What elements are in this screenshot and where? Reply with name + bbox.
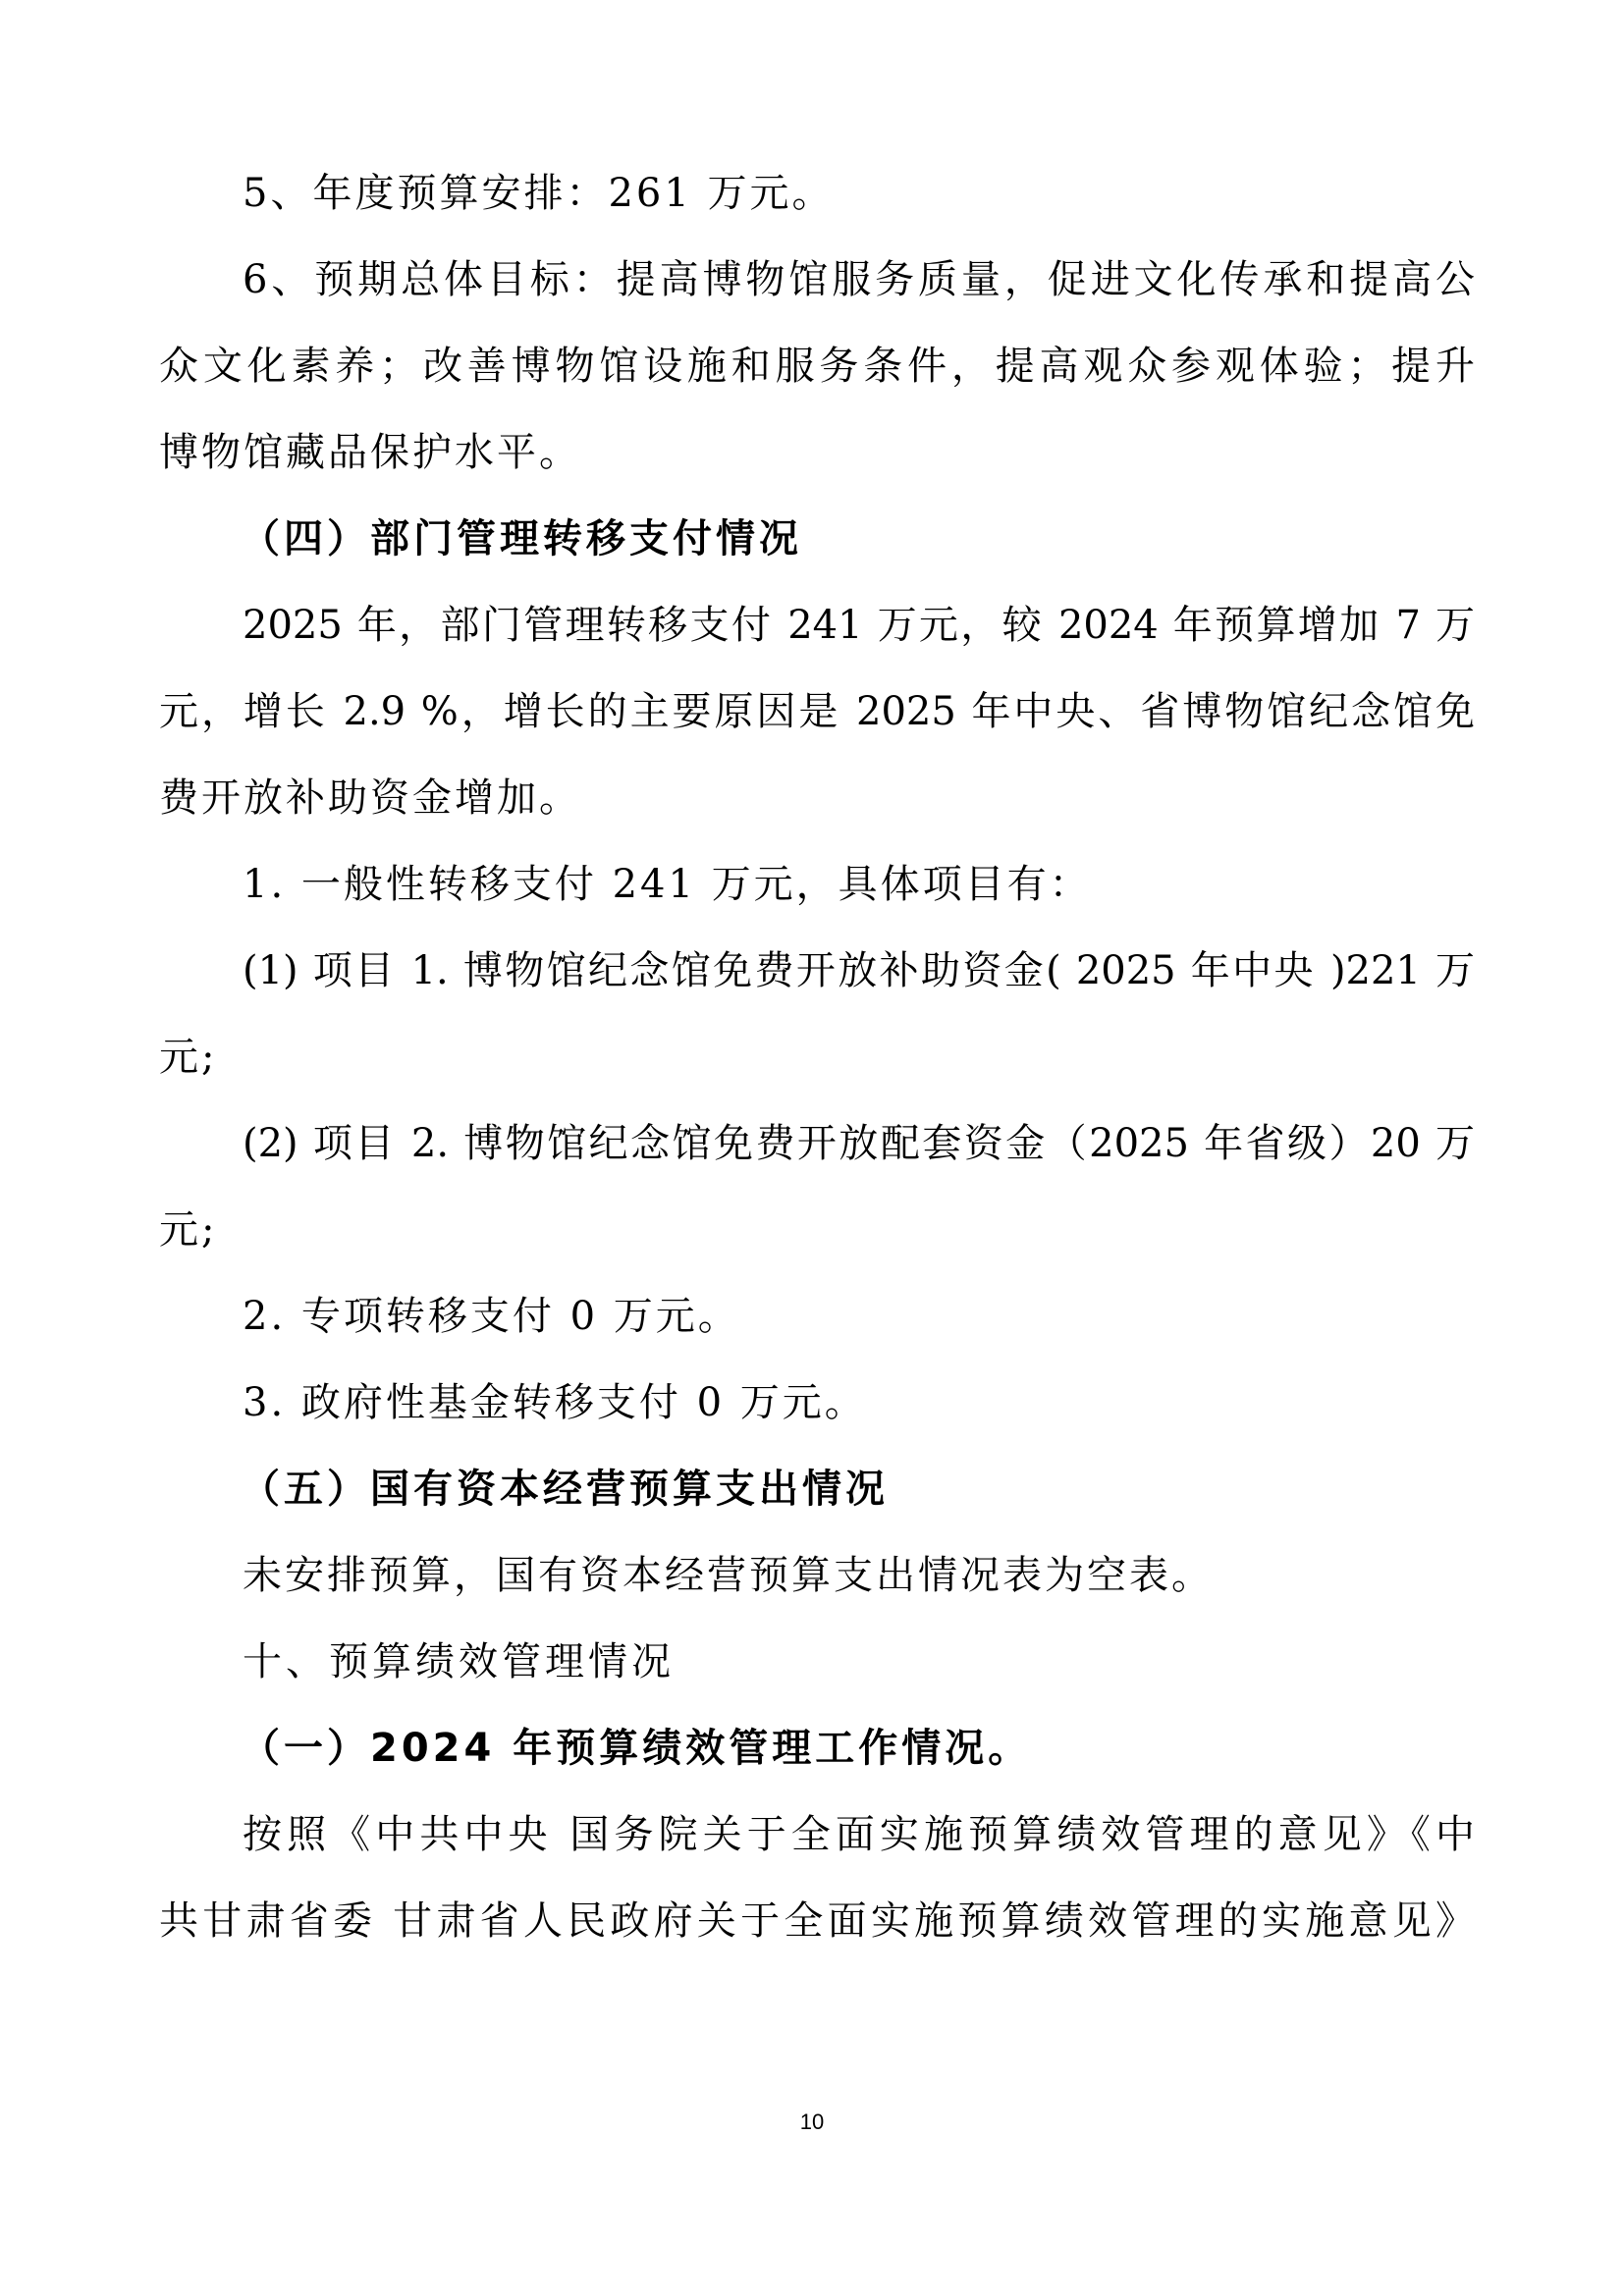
transfer-payment-para-line-3: 费开放补助资金增加。 xyxy=(159,775,581,821)
special-transfer-line: 2. 专项转移支付 0 万元。 xyxy=(243,1294,740,1339)
general-transfer-line: 1. 一般性转移支付 241 万元，具体项目有： xyxy=(243,862,1092,907)
project-1-line-2: 元; xyxy=(159,1035,218,1080)
section-heading-transfer-payment: （四）部门管理转移支付情况 xyxy=(241,516,802,561)
overall-goal-line-3: 博物馆藏品保护水平。 xyxy=(159,430,581,475)
chapter-heading-performance: 十、预算绩效管理情况 xyxy=(243,1639,675,1684)
project-2-line-2: 元; xyxy=(159,1207,218,1253)
state-capital-line: 未安排预算，国有资本经营预算支出情况表为空表。 xyxy=(243,1553,1214,1598)
transfer-payment-para-line-2: 元，增长 2.9 %，增长的主要原因是 2025 年中央、省博物馆纪念馆免 xyxy=(159,689,1475,734)
budget-arrangement-line: 5、年度预算安排：261 万元。 xyxy=(243,171,835,216)
performance-para-line-1: 按照《中共中央 国务院关于全面实施预算绩效管理的意见》《中 xyxy=(243,1812,1475,1857)
project-2-line-1: (2) 项目 2. 博物馆纪念馆免费开放配套资金（2025 年省级）20 万 xyxy=(243,1121,1475,1166)
project-1-line-1: (1) 项目 1. 博物馆纪念馆免费开放补助资金( 2025 年中央 )221 万 xyxy=(243,948,1475,993)
overall-goal-line-2: 众文化素养；改善博物馆设施和服务条件，提高观众参观体验；提升 xyxy=(159,344,1475,389)
section-heading-state-capital: （五）国有资本经营预算支出情况 xyxy=(241,1467,889,1512)
transfer-payment-para-line-1: 2025 年，部门管理转移支付 241 万元，较 2024 年预算增加 7 万 xyxy=(243,603,1475,648)
fund-transfer-line: 3. 政府性基金转移支付 0 万元。 xyxy=(243,1380,867,1425)
page-number: 10 xyxy=(799,2109,825,2134)
overall-goal-line-1: 6、预期总体目标：提高博物馆服务质量，促进文化传承和提高公 xyxy=(243,257,1475,302)
performance-para-line-2: 共甘肃省委 甘肃省人民政府关于全面实施预算绩效管理的实施意见》 xyxy=(159,1898,1475,1944)
section-heading-performance-2024: （一）2024 年预算绩效管理工作情况。 xyxy=(241,1726,1032,1771)
